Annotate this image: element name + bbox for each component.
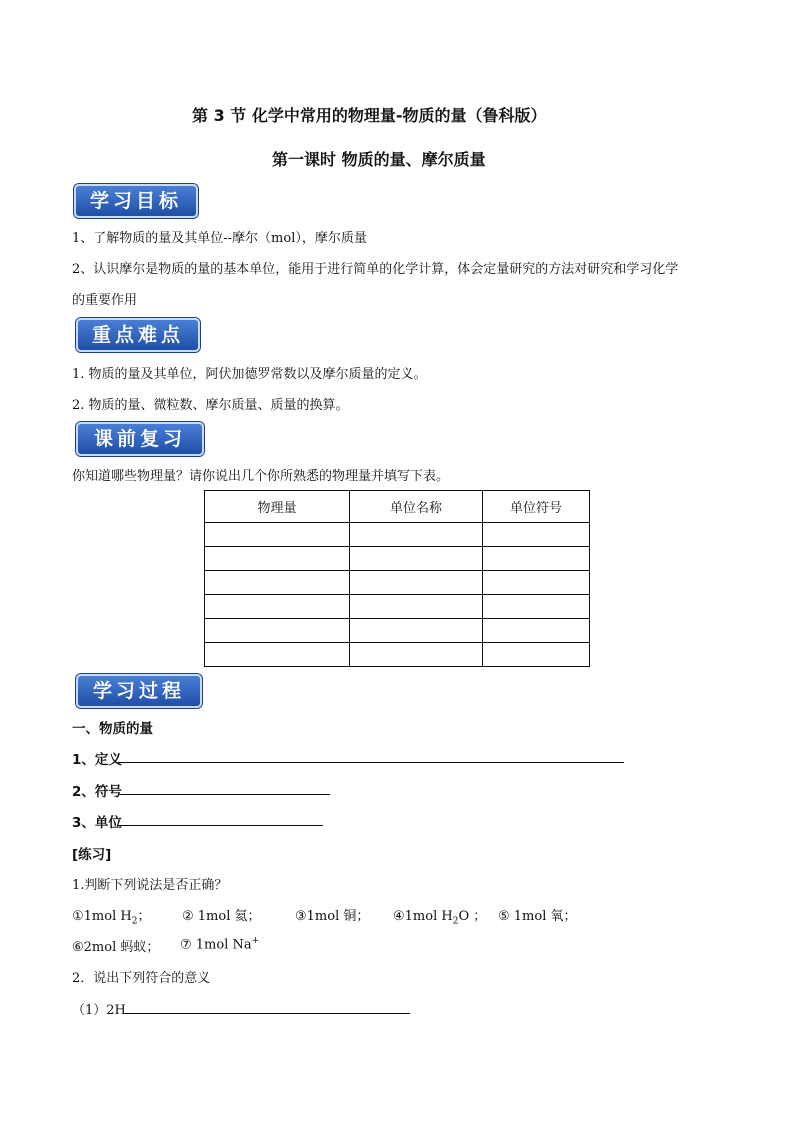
table-row [205, 595, 590, 619]
table-cell[interactable] [350, 595, 483, 619]
practice-option: ⑤ 1mol 氧； [498, 909, 577, 924]
practice-option: ①1mol $H_2$； [72, 909, 151, 927]
table-cell[interactable] [483, 619, 590, 643]
practice-question-1: 1.判断下列说法是否正确？ [72, 878, 228, 893]
practice-question-2: 2．说出下列符合的意义 [72, 971, 211, 986]
table-cell[interactable] [483, 643, 590, 667]
table-header: 单位名称 [350, 491, 483, 523]
table-header: 物理量 [205, 491, 350, 523]
practice-option: ⑦ 1mol Na+ [180, 936, 260, 953]
table-cell[interactable] [483, 595, 590, 619]
goal-item: 的重要作用 [72, 293, 138, 308]
table-row [205, 643, 590, 667]
table-row [205, 571, 590, 595]
table-cell[interactable] [350, 571, 483, 595]
goal-item: 1、了解物质的量及其单位--摩尔（mol），摩尔质量 [72, 231, 367, 246]
table-header: 单位符号 [483, 491, 590, 523]
process-heading: 一、物质的量 [72, 721, 153, 737]
page-title: 第 3 节 化学中常用的物理量-物质的量（鲁科版） [192, 106, 547, 125]
practice-question-2-item: （1）2H [72, 1003, 126, 1018]
definition-label: 1、定义 [72, 752, 122, 768]
practice-option: ② 1mol 氦； [182, 909, 261, 924]
practice-option: ⑥2mol 蚂蚁； [72, 940, 160, 955]
table-cell[interactable] [205, 619, 350, 643]
table-cell[interactable] [483, 523, 590, 547]
goal-item: 2、认识摩尔是物质的量的基本单位，能用于进行简单的化学计算，体会定量研究的方法对研究和学习化学 [72, 262, 679, 277]
table-cell[interactable] [483, 571, 590, 595]
unit-blank[interactable] [118, 825, 323, 826]
answer-blank[interactable] [124, 1013, 410, 1014]
symbol-label: 2、符号 [72, 784, 122, 800]
unit-label: 3、单位 [72, 815, 122, 831]
section-badge-process: 学习过程 [76, 674, 202, 708]
table-cell[interactable] [350, 643, 483, 667]
definition-blank[interactable] [118, 762, 624, 763]
section-badge-keypoints: 重点难点 [76, 318, 200, 352]
table-cell[interactable] [350, 619, 483, 643]
practice-option: ④1mol $H_2O$ ； [393, 909, 487, 927]
section-badge-goals: 学习目标 [74, 184, 198, 218]
symbol-blank[interactable] [118, 794, 330, 795]
keypoint-item: 1. 物质的量及其单位，阿伏加德罗常数以及摩尔质量的定义。 [72, 367, 427, 382]
table-cell[interactable] [205, 595, 350, 619]
review-prompt: 你知道哪些物理量？请你说出几个你所熟悉的物理量并填写下表。 [72, 469, 450, 484]
physical-quantity-table [204, 490, 590, 667]
table-cell[interactable] [205, 571, 350, 595]
table-row [205, 523, 590, 547]
table-cell[interactable] [205, 547, 350, 571]
table-cell[interactable] [205, 643, 350, 667]
table-cell[interactable] [350, 547, 483, 571]
table-cell[interactable] [205, 523, 350, 547]
keypoint-item: 2. 物质的量、微粒数、摩尔质量、质量的换算。 [72, 398, 349, 413]
page-subtitle: 第一课时 物质的量、摩尔质量 [272, 150, 486, 169]
table-row [205, 547, 590, 571]
practice-label: [练习] [72, 847, 112, 863]
table-cell[interactable] [483, 547, 590, 571]
section-badge-review: 课前复习 [76, 422, 204, 456]
practice-option: ③1mol 铜； [295, 909, 370, 924]
table-row [205, 619, 590, 643]
table-cell[interactable] [350, 523, 483, 547]
